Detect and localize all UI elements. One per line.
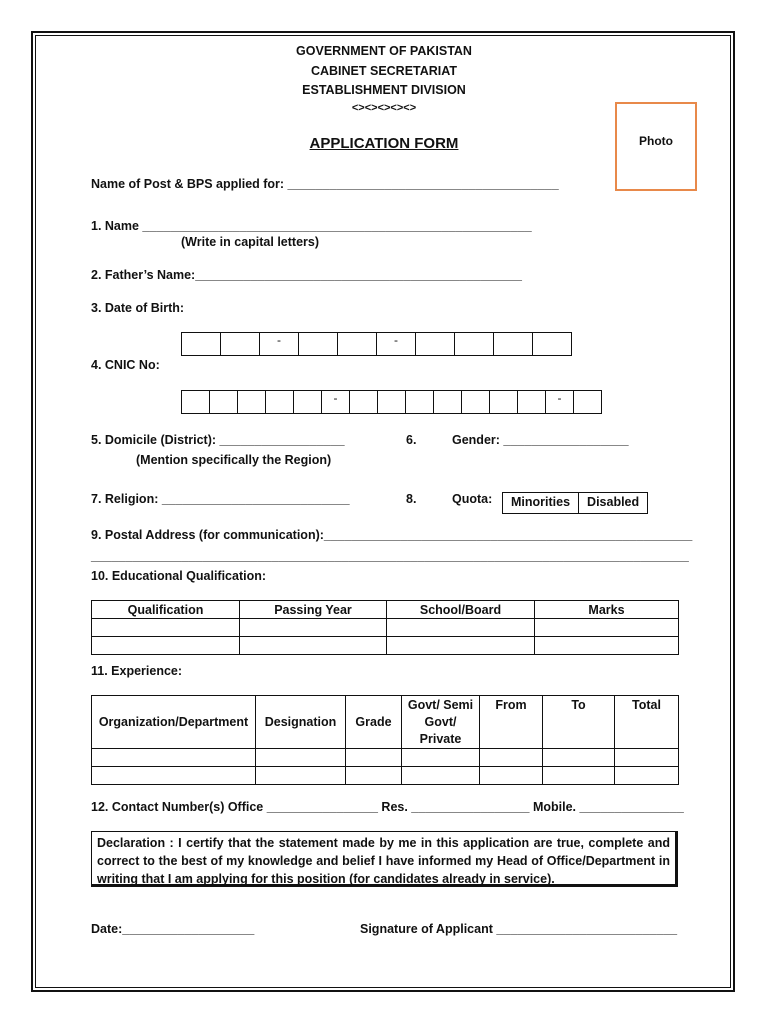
- digit-box[interactable]: [454, 332, 494, 356]
- table-cell[interactable]: [256, 767, 346, 785]
- digit-box[interactable]: [433, 390, 462, 414]
- table-cell[interactable]: [543, 749, 615, 767]
- photo-label: Photo: [639, 134, 673, 148]
- education-table: [91, 600, 679, 655]
- digit-box[interactable]: [573, 390, 602, 414]
- table-cell[interactable]: [346, 767, 402, 785]
- table-cell[interactable]: [480, 767, 543, 785]
- quota-minorities[interactable]: Minorities: [511, 495, 571, 509]
- dob-boxes[interactable]: [181, 332, 572, 356]
- header-cabinet: CABINET SECRETARIAT: [310, 64, 458, 78]
- header-ornament: <><><><><>: [351, 102, 417, 114]
- cnic-label: 4. CNIC No:: [91, 358, 160, 372]
- digit-box[interactable]: [489, 390, 518, 414]
- digit-box[interactable]: [405, 390, 434, 414]
- dob-label: 3. Date of Birth:: [91, 301, 185, 315]
- table-row: [92, 619, 679, 637]
- digit-box[interactable]: [517, 390, 546, 414]
- table-cell[interactable]: [92, 767, 256, 785]
- edu-header-qualification: Qualification: [92, 601, 240, 619]
- table-cell[interactable]: [240, 637, 387, 655]
- table-row: [92, 767, 679, 785]
- quota-label: Quota:: [452, 492, 493, 506]
- cnic-boxes[interactable]: [181, 390, 602, 414]
- table-cell[interactable]: [535, 637, 679, 655]
- exp-header-from: From: [480, 696, 543, 749]
- digit-box[interactable]: [181, 332, 221, 356]
- digit-box[interactable]: [461, 390, 490, 414]
- table-row: [92, 637, 679, 655]
- signature-field[interactable]: Signature of Applicant __________________________: [360, 922, 678, 936]
- postal-address-line2[interactable]: ______________________________________________________________________________________: [91, 549, 689, 563]
- header-division: ESTABLISHMENT DIVISION: [302, 83, 466, 97]
- digit-box[interactable]: [493, 332, 533, 356]
- digit-box[interactable]: [181, 390, 210, 414]
- religion-field[interactable]: 7. Religion: ___________________________: [91, 492, 350, 506]
- digit-box[interactable]: -: [545, 390, 574, 414]
- digit-box[interactable]: -: [321, 390, 350, 414]
- digit-box[interactable]: -: [259, 332, 299, 356]
- experience-table: [91, 695, 679, 785]
- edu-header-school-board: School/Board: [387, 601, 535, 619]
- form-title: APPLICATION FORM: [309, 135, 459, 152]
- exp-header-organization: Organization/Department: [92, 696, 256, 749]
- postal-address-field[interactable]: 9. Postal Address (for communication):_____________________________________________________: [91, 528, 693, 542]
- education-label: 10. Educational Qualification:: [91, 569, 267, 583]
- exp-header-grade: Grade: [346, 696, 402, 749]
- gender-field[interactable]: Gender: __________________: [452, 433, 629, 447]
- table-cell[interactable]: [240, 619, 387, 637]
- date-field[interactable]: Date:___________________: [91, 922, 255, 936]
- digit-box[interactable]: [532, 332, 572, 356]
- digit-box[interactable]: [293, 390, 322, 414]
- table-cell[interactable]: [535, 619, 679, 637]
- digit-box[interactable]: [377, 390, 406, 414]
- domicile-hint: (Mention specifically the Region): [136, 453, 332, 467]
- quota-options: [502, 492, 648, 514]
- quota-disabled[interactable]: Disabled: [578, 493, 647, 513]
- declaration-box: Declaration : I certify that the statement made by me in this application are true, complete and correct to the best of my knowledge and belief I have informed my Head of Office/Department in writing that I am applying for this position (for candidates already in service).: [91, 831, 678, 887]
- exp-header-total: Total: [615, 696, 679, 749]
- digit-box[interactable]: [209, 390, 238, 414]
- father-name-field[interactable]: 2. Father’s Name:_______________________________________________: [91, 268, 522, 282]
- contact-numbers-field[interactable]: 12. Contact Number(s) Office ________________ Res. _________________ Mobile. _______________: [91, 800, 684, 814]
- post-field[interactable]: Name of Post & BPS applied for: _______________________________________: [91, 177, 559, 191]
- table-cell[interactable]: [387, 619, 535, 637]
- digit-box[interactable]: [337, 332, 377, 356]
- exp-header-designation: Designation: [256, 696, 346, 749]
- table-cell[interactable]: [346, 749, 402, 767]
- experience-label: 11. Experience:: [91, 664, 183, 678]
- edu-header-marks: Marks: [535, 601, 679, 619]
- table-cell[interactable]: [615, 749, 679, 767]
- digit-box[interactable]: [265, 390, 294, 414]
- table-cell[interactable]: [402, 749, 480, 767]
- table-cell[interactable]: [543, 767, 615, 785]
- exp-header-to: To: [543, 696, 615, 749]
- header-government: GOVERNMENT OF PAKISTAN: [296, 44, 472, 58]
- table-cell[interactable]: [615, 767, 679, 785]
- digit-box[interactable]: [349, 390, 378, 414]
- table-cell[interactable]: [480, 749, 543, 767]
- domicile-field[interactable]: 5. Domicile (District): __________________: [91, 433, 345, 447]
- edu-header-passing-year: Passing Year: [240, 601, 387, 619]
- table-cell[interactable]: [92, 619, 240, 637]
- gender-number: 6.: [406, 433, 417, 447]
- name-hint: (Write in capital letters): [181, 235, 319, 249]
- quota-number: 8.: [406, 492, 417, 506]
- table-cell[interactable]: [92, 749, 256, 767]
- table-cell[interactable]: [402, 767, 480, 785]
- table-cell[interactable]: [92, 637, 240, 655]
- name-field[interactable]: 1. Name ________________________________________________________: [91, 219, 532, 233]
- digit-box[interactable]: [415, 332, 455, 356]
- digit-box[interactable]: [237, 390, 266, 414]
- digit-box[interactable]: [298, 332, 338, 356]
- exp-header-govt: Govt/ Semi Govt/ Private: [402, 696, 480, 749]
- digit-box[interactable]: [220, 332, 260, 356]
- table-cell[interactable]: [387, 637, 535, 655]
- table-row: [92, 749, 679, 767]
- digit-box[interactable]: -: [376, 332, 416, 356]
- table-cell[interactable]: [256, 749, 346, 767]
- photo-box[interactable]: [615, 102, 697, 191]
